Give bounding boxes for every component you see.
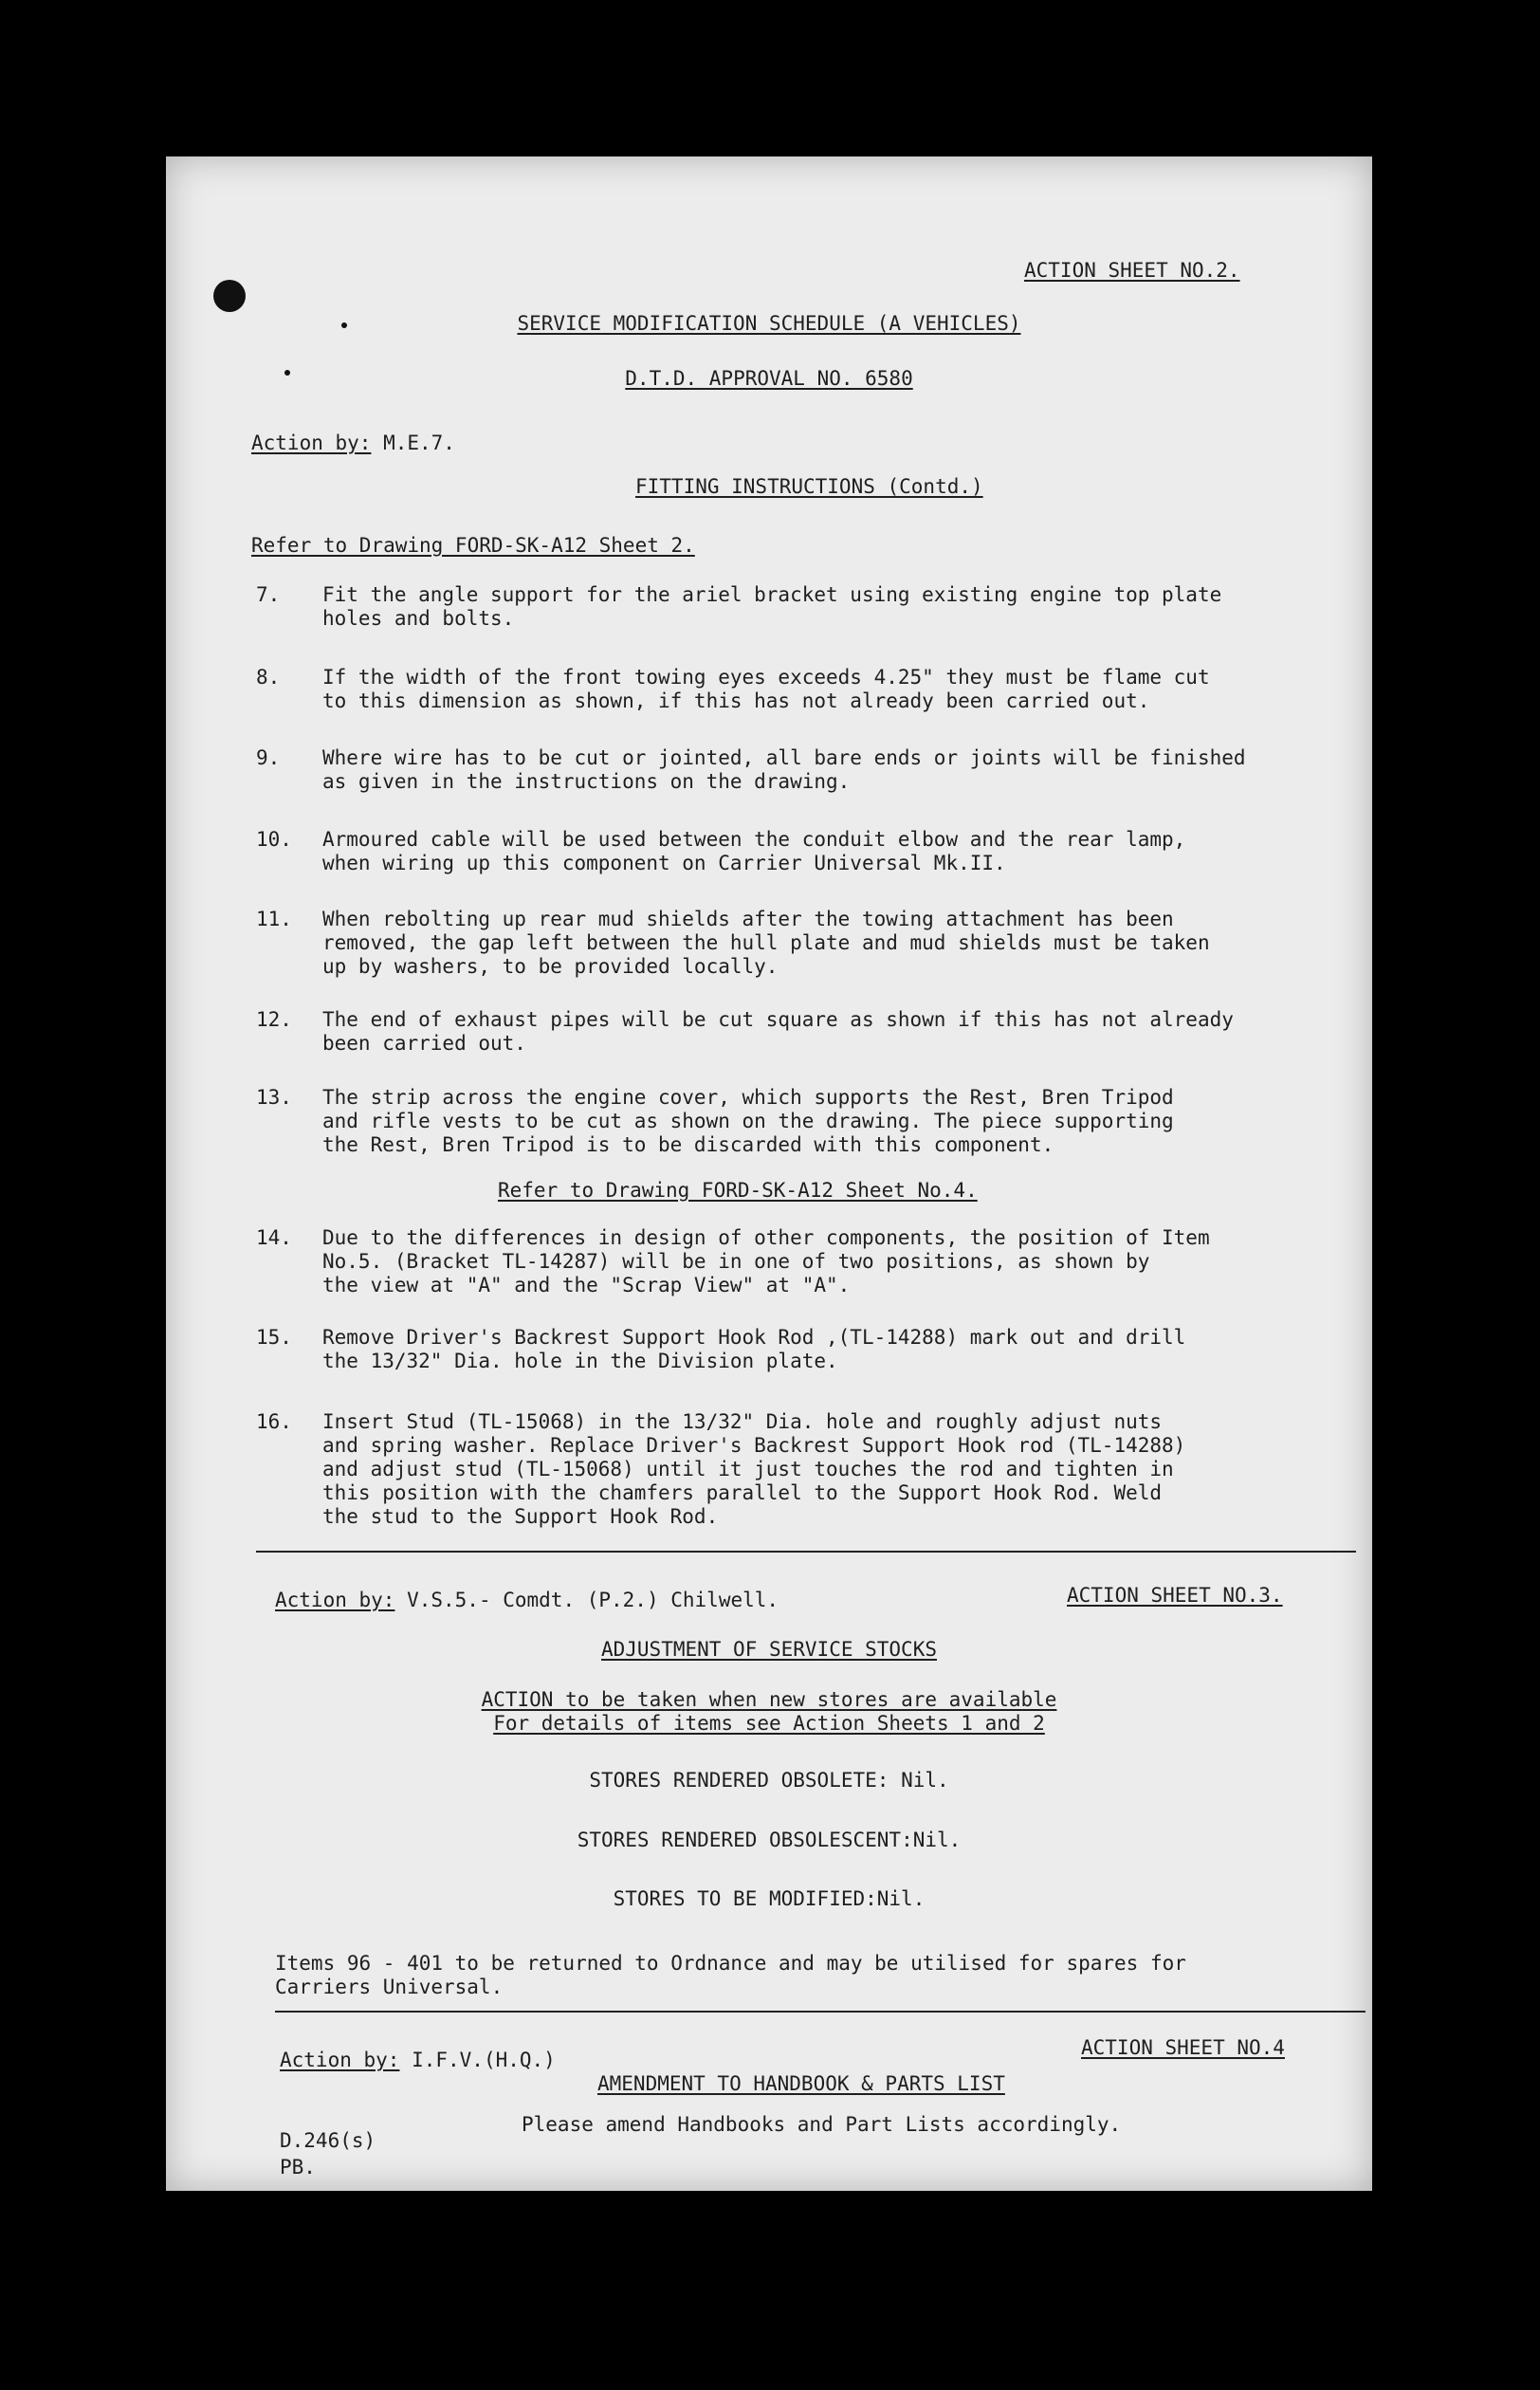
- stores-modified: STORES TO BE MODIFIED:Nil.: [613, 1887, 926, 1910]
- action-by-value: I.F.V.(H.Q.): [412, 2049, 556, 2071]
- item-text: Due to the differences in design of other components, the position of Item No.5. (Bracket TL-14287) will be in one of two positions, as shown by the view at "A" and the "Scrap View" at "A".: [322, 1226, 1210, 1296]
- item-number: 8.: [256, 666, 281, 689]
- item-text: Armoured cable will be used between the conduit elbow and the rear lamp, when wiring up this component on Carrier Universal Mk.II.: [322, 828, 1186, 874]
- item-number: 12.: [256, 1008, 292, 1031]
- stocks-subtitle-2: For details of items see Action Sheets 1 and 2: [493, 1712, 1045, 1735]
- item-text: Fit the angle support for the ariel bracket using existing engine top plate holes and bolts.: [322, 583, 1222, 630]
- stocks-title: ADJUSTMENT OF SERVICE STOCKS: [600, 1638, 937, 1661]
- item-text: Insert Stud (TL-15068) in the 13/32" Dia. hole and roughly adjust nuts and spring washer. Replace Driver's Backrest Support Hook rod (TL-14288) and adjust stud (TL-15068) until it just touches the rod and tighten in this position with the chamfers parallel to the Support Hook Rod. Weld the stud to the Support Hook Rod.: [322, 1410, 1186, 1528]
- stores-obsolete: STORES RENDERED OBSOLETE: Nil.: [589, 1769, 949, 1792]
- item-text: The end of exhaust pipes will be cut square as shown if this has not already been carried out.: [322, 1008, 1234, 1055]
- section-title: FITTING INSTRUCTIONS (Contd.): [635, 475, 983, 498]
- action-by-label: Action by:: [280, 2049, 400, 2071]
- item-text: If the width of the front towing eyes exceeds 4.25" they must be flame cut to this dimension as shown, if this has not already been carried out.: [322, 666, 1210, 712]
- stocks-note: Items 96 - 401 to be returned to Ordnance and may be utilised for spares for Carriers Universal.: [275, 1952, 1186, 1998]
- action-by-4: [280, 2049, 556, 2072]
- document-page: [166, 156, 1372, 2191]
- action-by-label: Action by:: [251, 432, 372, 454]
- amendment-text: Please amend Handbooks and Part Lists accordingly.: [522, 2113, 1122, 2136]
- item-text: Where wire has to be cut or jointed, all bare ends or joints will be finished as given in the instructions on the drawing.: [322, 746, 1246, 793]
- item-number: 14.: [256, 1226, 292, 1249]
- item-number: 10.: [256, 828, 292, 851]
- divider: [275, 2011, 1366, 2013]
- item-text: When rebolting up rear mud shields after the towing attachment has been removed, the gap left between the hull plate and mud shields must be taken up by washers, to be provided locally.: [322, 908, 1210, 978]
- amendment-title: AMENDMENT TO HANDBOOK & PARTS LIST: [597, 2072, 1005, 2095]
- action-by: [251, 432, 455, 455]
- drawing-reference: Refer to Drawing FORD-SK-A12 Sheet 2.: [251, 534, 695, 557]
- action-by-value: V.S.5.- Comdt. (P.2.) Chilwell.: [407, 1589, 779, 1611]
- item-number: 11.: [256, 908, 292, 930]
- action-by-3: [275, 1589, 779, 1612]
- footer-ref: D.246(s): [280, 2129, 376, 2152]
- action-by-label: Action by:: [275, 1589, 395, 1611]
- item-number: 7.: [256, 583, 281, 606]
- stores-obsolescent: STORES RENDERED OBSOLESCENT:Nil.: [577, 1829, 962, 1851]
- stocks-subtitle-1: ACTION to be taken when new stores are available: [481, 1688, 1057, 1711]
- footer-initials: PB.: [280, 2156, 316, 2179]
- item-number: 16.: [256, 1410, 292, 1433]
- sheet-number: ACTION SHEET NO.2.: [1024, 259, 1240, 282]
- sheet-number-3: ACTION SHEET NO.3.: [1067, 1584, 1283, 1607]
- divider: [256, 1551, 1356, 1553]
- approval-number: D.T.D. APPROVAL NO. 6580: [625, 367, 913, 390]
- punch-hole: [213, 280, 246, 312]
- drawing-reference-2: Refer to Drawing FORD-SK-A12 Sheet No.4.: [498, 1179, 978, 1202]
- item-number: 15.: [256, 1326, 292, 1349]
- item-number: 13.: [256, 1086, 292, 1109]
- action-by-value: M.E.7.: [383, 432, 455, 454]
- sheet-number-4: ACTION SHEET NO.4: [1081, 2036, 1285, 2059]
- item-number: 9.: [256, 746, 281, 769]
- schedule-title: SERVICE MODIFICATION SCHEDULE (A VEHICLES): [517, 312, 1021, 335]
- item-text: Remove Driver's Backrest Support Hook Rod ,(TL-14288) mark out and drill the 13/32" Dia. hole in the Division plate.: [322, 1326, 1186, 1372]
- item-text: The strip across the engine cover, which supports the Rest, Bren Tripod and rifle vests to be cut as shown on the drawing. The piece supporting the Rest, Bren Tripod is to be discarded with this component.: [322, 1086, 1174, 1156]
